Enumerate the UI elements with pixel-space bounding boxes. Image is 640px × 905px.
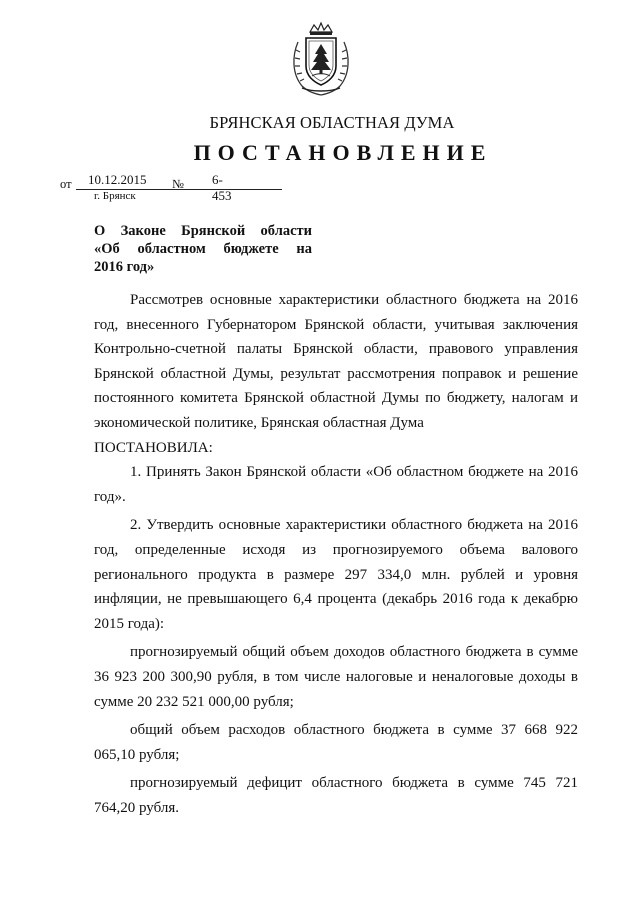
document-number: 6-453 <box>212 172 232 203</box>
preamble-paragraph: Рассмотрев основные характеристики областного бюджета на 2016 год, внесенного Губернатором Брянской области, учитывая заключения Контрольно-счетной палаты Брянской области, правового управления Брянской областной Думы, результат рассмотрения поправок и решение постоянного комитета Брянской областной Думы по бюджету, налогам и экономической политике, Брянская областная Дума <box>94 292 578 431</box>
subject-line: О Законе Брянской области <box>94 223 312 239</box>
document-city: г. Брянск <box>94 190 136 202</box>
item-1-paragraph: 1. Принять Закон Брянской области «Об областном бюджете на 2016 год». <box>94 464 578 505</box>
document-subject <box>94 222 312 276</box>
document-type-title: ПОСТАНОВЛЕНИЕ <box>193 140 493 165</box>
deficit-paragraph: прогнозируемый дефицит областного бюджета в сумме 745 721 764,20 рубля. <box>94 775 578 816</box>
coat-of-arms-icon <box>288 22 354 98</box>
document-body <box>94 288 578 820</box>
item-2-paragraph: 2. Утвердить основные характеристики областного бюджета на 2016 год, определенные исходя из прогнозируемого объема валового регионального продукта в размере 297 334,0 млн. рублей и уровня инфляции, не превышающего 6,4 процента (декабрь 2016 года к декабрю 2015 года): <box>94 517 578 632</box>
resolved-heading: ПОСТАНОВИЛА: <box>94 439 213 456</box>
subject-line: «Об областном бюджете на <box>94 241 312 257</box>
income-paragraph: прогнозируемый общий объем доходов областного бюджета в сумме 36 923 200 300,90 рубля, в том числе налоговые и неналоговые доходы в сумме 20 232 521 000,00 рубля; <box>94 644 578 710</box>
number-underline <box>186 189 282 190</box>
number-label: № <box>172 177 184 191</box>
organization-name: БРЯНСКАЯ ОБЛАСТНАЯ ДУМА <box>209 113 455 132</box>
document-date: 10.12.2015 <box>88 172 147 187</box>
subject-line: 2016 год» <box>94 259 155 275</box>
expenses-paragraph: общий объем расходов областного бюджета в сумме 37 668 922 065,10 рубля; <box>94 722 578 763</box>
date-label: от <box>60 177 72 191</box>
